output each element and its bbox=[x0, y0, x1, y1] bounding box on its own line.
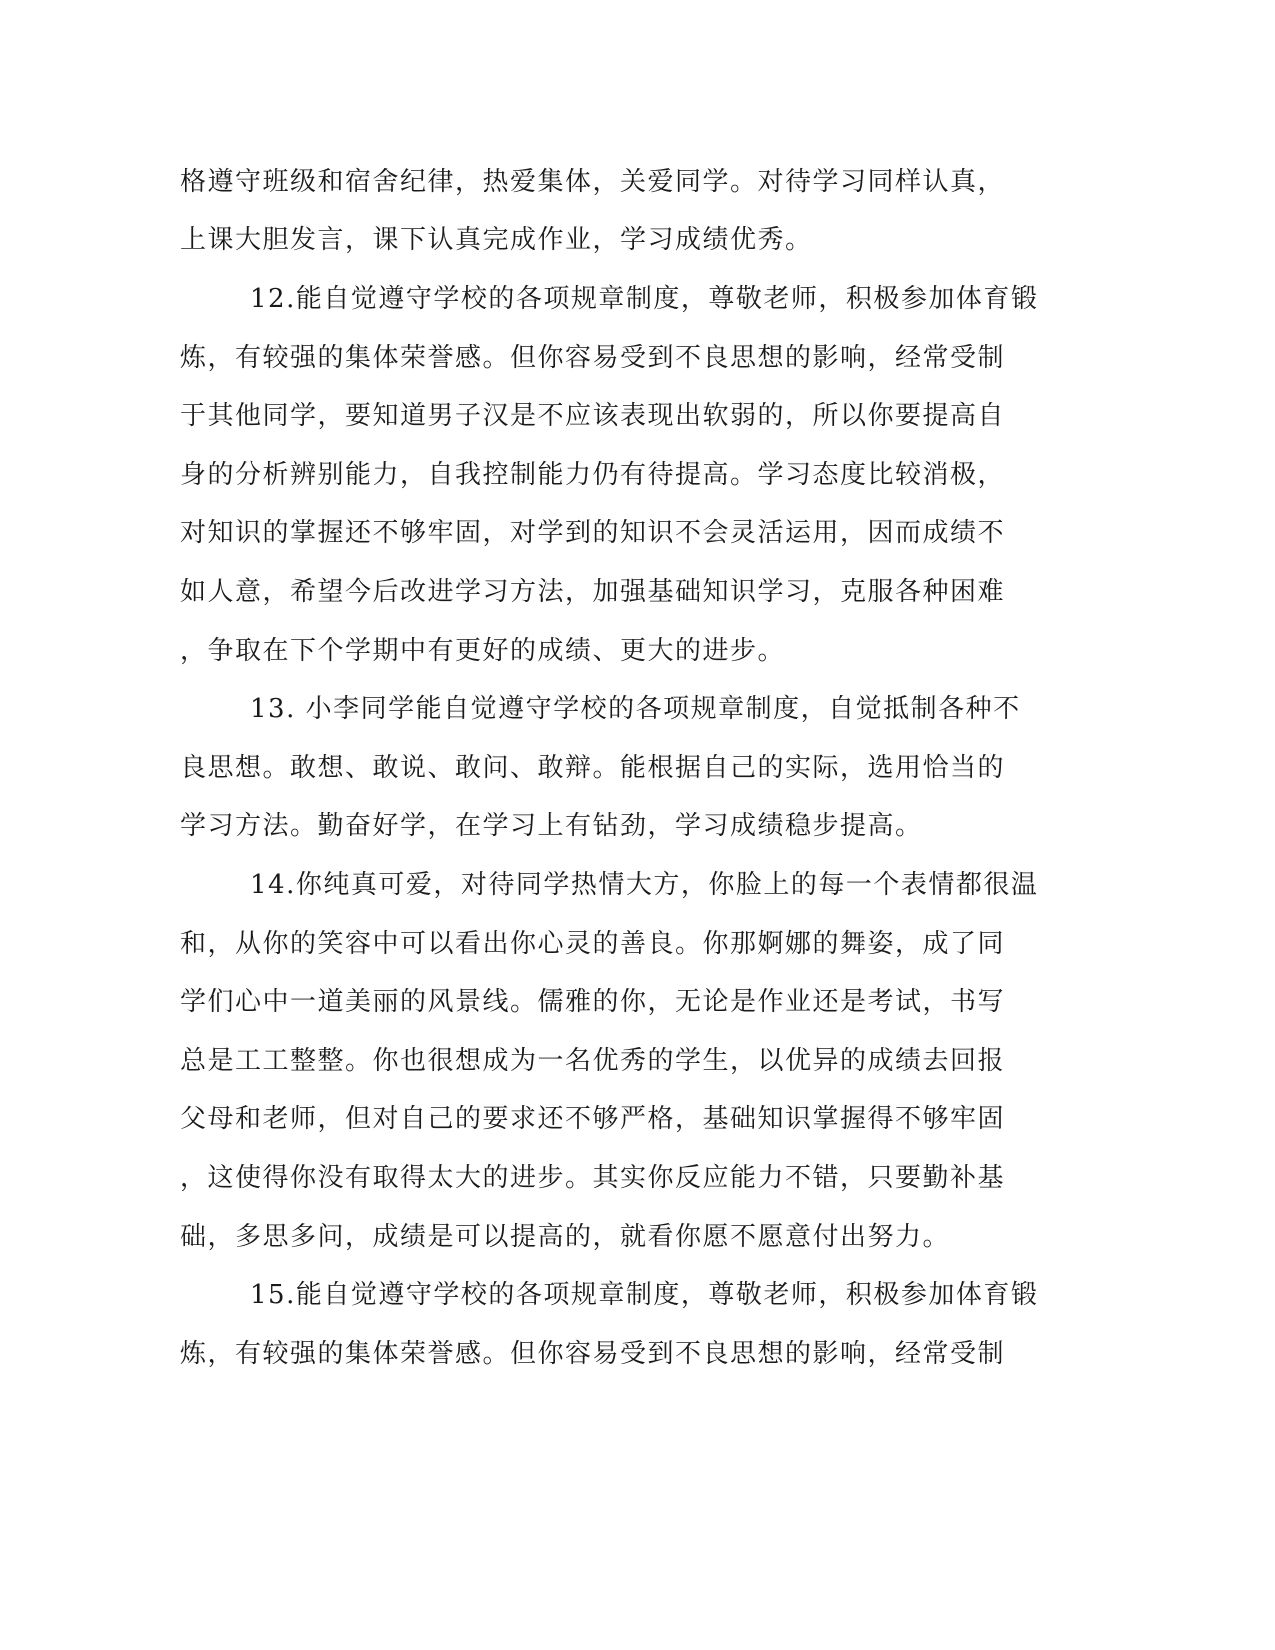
line-text: 父母和老师，但对自己的要求还不够严格，基础知识掌握得不够牢固 bbox=[180, 1104, 1006, 1134]
line-text: 炼，有较强的集体荣誉感。但你容易受到不良思想的影响，经常受制 bbox=[180, 343, 1006, 373]
paragraph-first-line bbox=[0, 865, 1275, 905]
text-line bbox=[0, 1099, 1275, 1139]
line-text: 对知识的掌握还不够牢固，对学到的知识不会灵活运用，因而成绩不 bbox=[180, 518, 1006, 548]
line-text: ，这使得你没有取得太大的进步。其实你反应能力不错，只要勤补基 bbox=[180, 1163, 1006, 1193]
line-text: 身的分析辨别能力，自我控制能力仍有待提高。学习态度比较消极， bbox=[180, 460, 1006, 490]
text-line bbox=[0, 455, 1275, 495]
text-line bbox=[0, 924, 1275, 964]
paragraph-first-line bbox=[0, 1275, 1275, 1315]
line-text: 学们心中一道美丽的风景线。儒雅的你，无论是作业还是考试，书写 bbox=[180, 987, 1006, 1017]
text-line bbox=[0, 338, 1275, 378]
line-text: 总是工工整整。你也很想成为一名优秀的学生，以优异的成绩去回报 bbox=[180, 1046, 1006, 1076]
text-line bbox=[0, 1158, 1275, 1198]
line-text: 于其他同学，要知道男子汉是不应该表现出软弱的，所以你要提高自 bbox=[180, 401, 1006, 431]
line-text: ，争取在下个学期中有更好的成绩、更大的进步。 bbox=[180, 636, 786, 666]
line-text: 13. 小李同学能自觉遵守学校的各项规章制度，自觉抵制各种不 bbox=[250, 694, 1021, 724]
text-line bbox=[0, 806, 1275, 846]
line-text: 和，从你的笑容中可以看出你心灵的善良。你那婀娜的舞姿，成了同 bbox=[180, 929, 1006, 959]
text-line bbox=[0, 1041, 1275, 1081]
line-text: 12.能自觉遵守学校的各项规章制度，尊敬老师，积极参加体育锻 bbox=[250, 284, 1039, 314]
paragraph-first-line bbox=[0, 689, 1275, 729]
text-line bbox=[0, 220, 1275, 260]
line-text: 如人意，希望今后改进学习方法，加强基础知识学习，克服各种困难 bbox=[180, 577, 1006, 607]
line-text: 15.能自觉遵守学校的各项规章制度，尊敬老师，积极参加体育锻 bbox=[250, 1280, 1039, 1310]
text-line bbox=[0, 162, 1275, 202]
line-text: 础，多思多问，成绩是可以提高的，就看你愿不愿意付出努力。 bbox=[180, 1222, 951, 1252]
line-text: 良思想。敢想、敢说、敢问、敢辩。能根据自己的实际，选用恰当的 bbox=[180, 753, 1006, 783]
text-line bbox=[0, 748, 1275, 788]
text-line bbox=[0, 396, 1275, 436]
text-line bbox=[0, 631, 1275, 671]
line-text: 学习方法。勤奋好学，在学习上有钻劲，学习成绩稳步提高。 bbox=[180, 811, 923, 841]
line-text: 上课大胆发言，课下认真完成作业，学习成绩优秀。 bbox=[180, 225, 813, 255]
text-line bbox=[0, 513, 1275, 553]
line-text: 炼，有较强的集体荣誉感。但你容易受到不良思想的影响，经常受制 bbox=[180, 1339, 1006, 1369]
text-line bbox=[0, 1217, 1275, 1257]
line-text: 14.你纯真可爱，对待同学热情大方，你脸上的每一个表情都很温 bbox=[250, 870, 1039, 900]
paragraph-first-line bbox=[0, 279, 1275, 319]
text-line bbox=[0, 982, 1275, 1022]
text-line bbox=[0, 572, 1275, 612]
text-line bbox=[0, 1334, 1275, 1374]
line-text: 格遵守班级和宿舍纪律，热爱集体，关爱同学。对待学习同样认真， bbox=[180, 167, 1006, 197]
